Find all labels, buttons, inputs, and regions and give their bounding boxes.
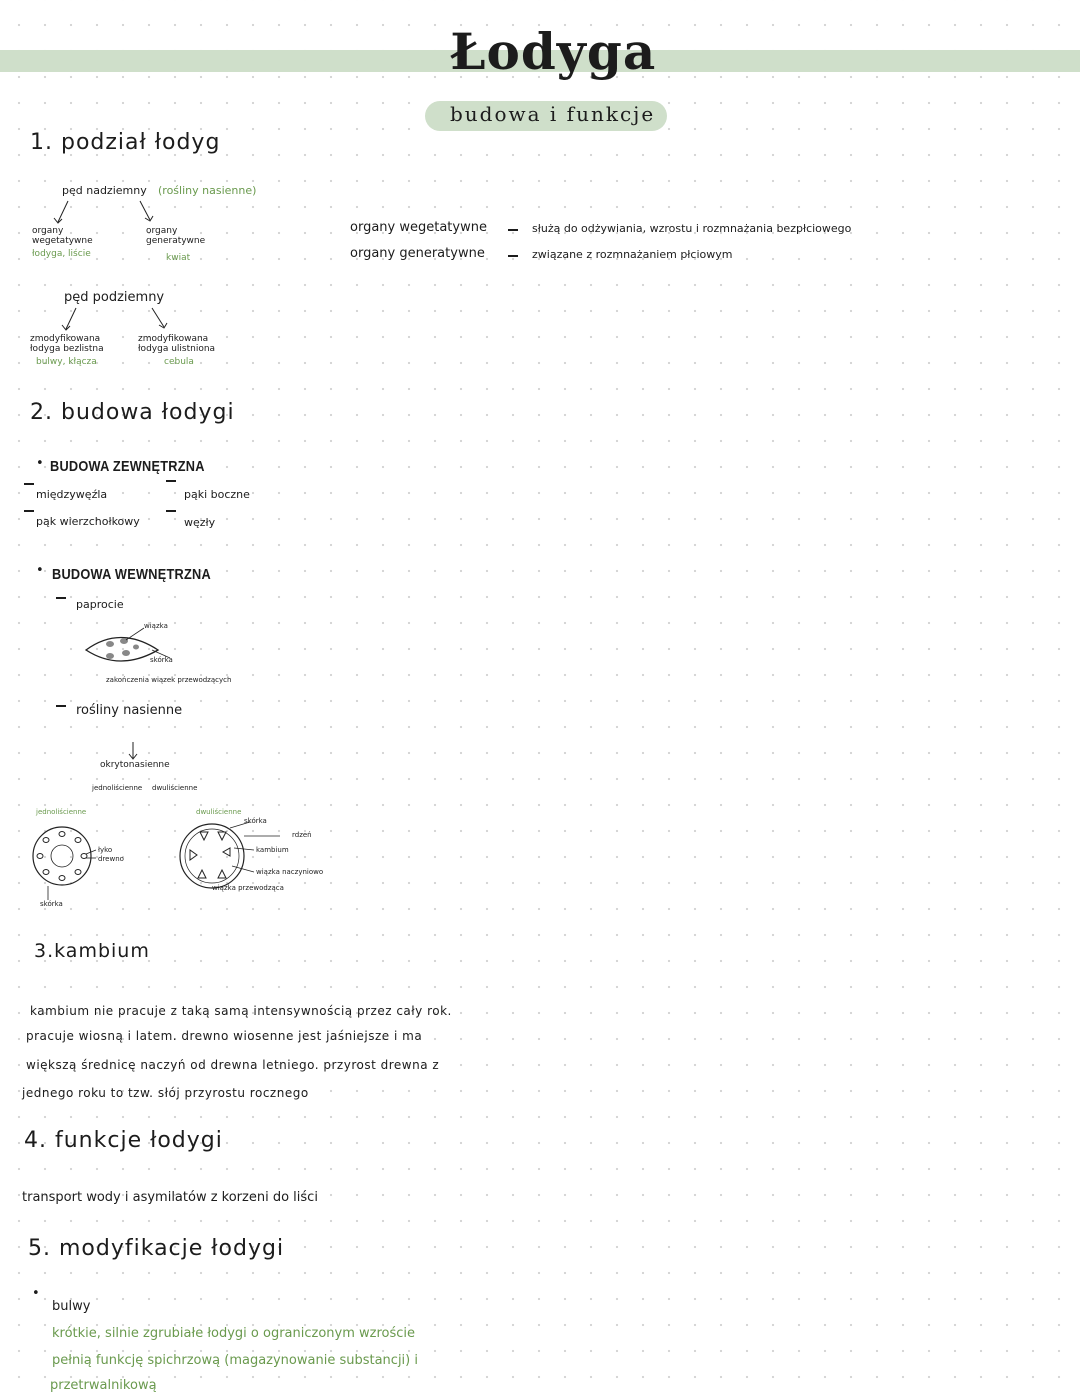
ext-dash-3 (24, 510, 34, 512)
page-subtitle: budowa i funkcje (450, 102, 656, 126)
dicot-tag-3: kambium (256, 846, 289, 854)
ext-item-3: pąk wierzchołkowy (36, 515, 140, 528)
tree1-root: pęd nadziemny (62, 184, 147, 197)
tree2-right-2: łodyga ulistniona (138, 344, 216, 354)
tree2-root: pęd podziemny (64, 290, 165, 305)
s5-line-2: pełnią funkcję spichrzową (magazynowanie substancji) i (52, 1353, 418, 1368)
ext-dash-1 (24, 483, 34, 485)
seed-branch-2: dwuliścienne (152, 784, 198, 792)
ext-title: BUDOWA ZEWNĘTRZNA (50, 458, 205, 475)
kambium-line-4: jednego roku to tzw. słój przyrostu rocznego (22, 1086, 309, 1100)
def-1-desc: służą do odżywiania, wzrostu i rozmnażania bezpłciowego (532, 222, 852, 235)
tree1-right-1: organy (146, 226, 178, 236)
seed-sub: okrytonasienne (100, 760, 170, 770)
mono-tag-1: łyko (98, 846, 113, 854)
int-bullet: • (36, 563, 44, 578)
section-5-heading: 5. modyfikacje łodygi (28, 1236, 285, 1261)
tree1-root-note: (rośliny nasienne) (158, 184, 257, 197)
tree2-left-note: bulwy, kłącza (36, 357, 97, 367)
mono-tag-2: drewno (98, 855, 124, 863)
mono-tag-3: skórka (40, 900, 63, 908)
section-1-heading: 1. podział łodyg (30, 130, 221, 155)
tree1-right-note: kwiat (166, 253, 191, 263)
fern-tag-3: zakończenia wiązek przewodzących (106, 676, 232, 684)
dicot-tag-4: wiązka naczyniowo (256, 868, 324, 876)
def-2-desc: związane z rozmnażaniem płciowym (532, 248, 733, 261)
s5-line-3: przetrwalnikową (50, 1378, 157, 1393)
monocot-diagram (28, 820, 158, 910)
mono-title: jednoliścienne (36, 808, 87, 816)
tree1-right-2: generatywne (146, 236, 206, 246)
kambium-line-1: kambium nie pracuje z taką samą intensywnością przez cały rok. (30, 1004, 452, 1018)
seed-branch-1: jednoliścienne (92, 784, 143, 792)
tree2-right-note: cebula (164, 357, 194, 367)
dicot-tag-2: rdzeń (292, 831, 312, 839)
section-4-heading: 4. funkcje łodygi (24, 1128, 223, 1153)
dicot-tag-5: wiązka przewodząca (212, 884, 284, 892)
kambium-line-2: pracuje wiosną i latem. drewno wiosenne jest jaśniejsze i ma (26, 1029, 423, 1043)
tree1-arrows (40, 198, 180, 228)
tree2-arrows (40, 305, 200, 335)
fern-label: paprocie (76, 598, 124, 611)
def-2-dash (508, 255, 518, 257)
ext-item-4: węzły (184, 516, 216, 529)
section-3-heading: 3.kambium (34, 940, 150, 962)
ext-item-2: pąki boczne (184, 488, 250, 501)
s5-bullet: • (32, 1286, 40, 1301)
int-title: BUDOWA WEWNĘTRZNA (52, 566, 211, 583)
tree2-left-2: łodyga bezlistna (30, 344, 104, 354)
tree2-right-1: zmodyfikowana (138, 334, 209, 344)
int-dash-1 (56, 597, 66, 599)
def-1-term: organy wegetatywne (350, 220, 487, 235)
tree1-left-1: organy (32, 226, 64, 236)
ext-bullet: • (36, 456, 44, 471)
s5-line-1: krótkie, silnie zgrubiałe łodygi o ograniczonym wzroście (52, 1326, 416, 1341)
s5-bullet-label: bulwy (52, 1299, 91, 1314)
dicot-diagram (170, 816, 350, 906)
page-title: Łodyga (450, 22, 657, 81)
seed-label: rośliny nasienne (76, 703, 183, 718)
ext-dash-4 (166, 510, 176, 512)
ext-item-1: międzywęźla (36, 488, 108, 501)
dicot-title: dwuliścienne (196, 808, 242, 816)
section-2-heading: 2. budowa łodygi (30, 400, 235, 425)
int-dash-2 (56, 705, 66, 707)
fern-tag-2: skórka (150, 656, 173, 664)
seed-arrow (128, 742, 138, 762)
tree2-left-1: zmodyfikowana (30, 334, 101, 344)
functions-text: transport wody i asymilatów z korzeni do liści (22, 1190, 318, 1205)
fern-tag-1: wiązka (144, 622, 168, 630)
dicot-tag-1: skórka (244, 817, 267, 825)
kambium-line-3: większą średnicę naczyń od drewna letniego. przyrost drewna z (26, 1058, 440, 1072)
tree1-left-2: wegetatywne (32, 236, 93, 246)
tree1-left-note: łodyga, liście (32, 249, 91, 259)
def-2-term: organy generatywne (350, 246, 485, 261)
ext-dash-2 (166, 480, 176, 482)
def-1-dash (508, 229, 518, 231)
